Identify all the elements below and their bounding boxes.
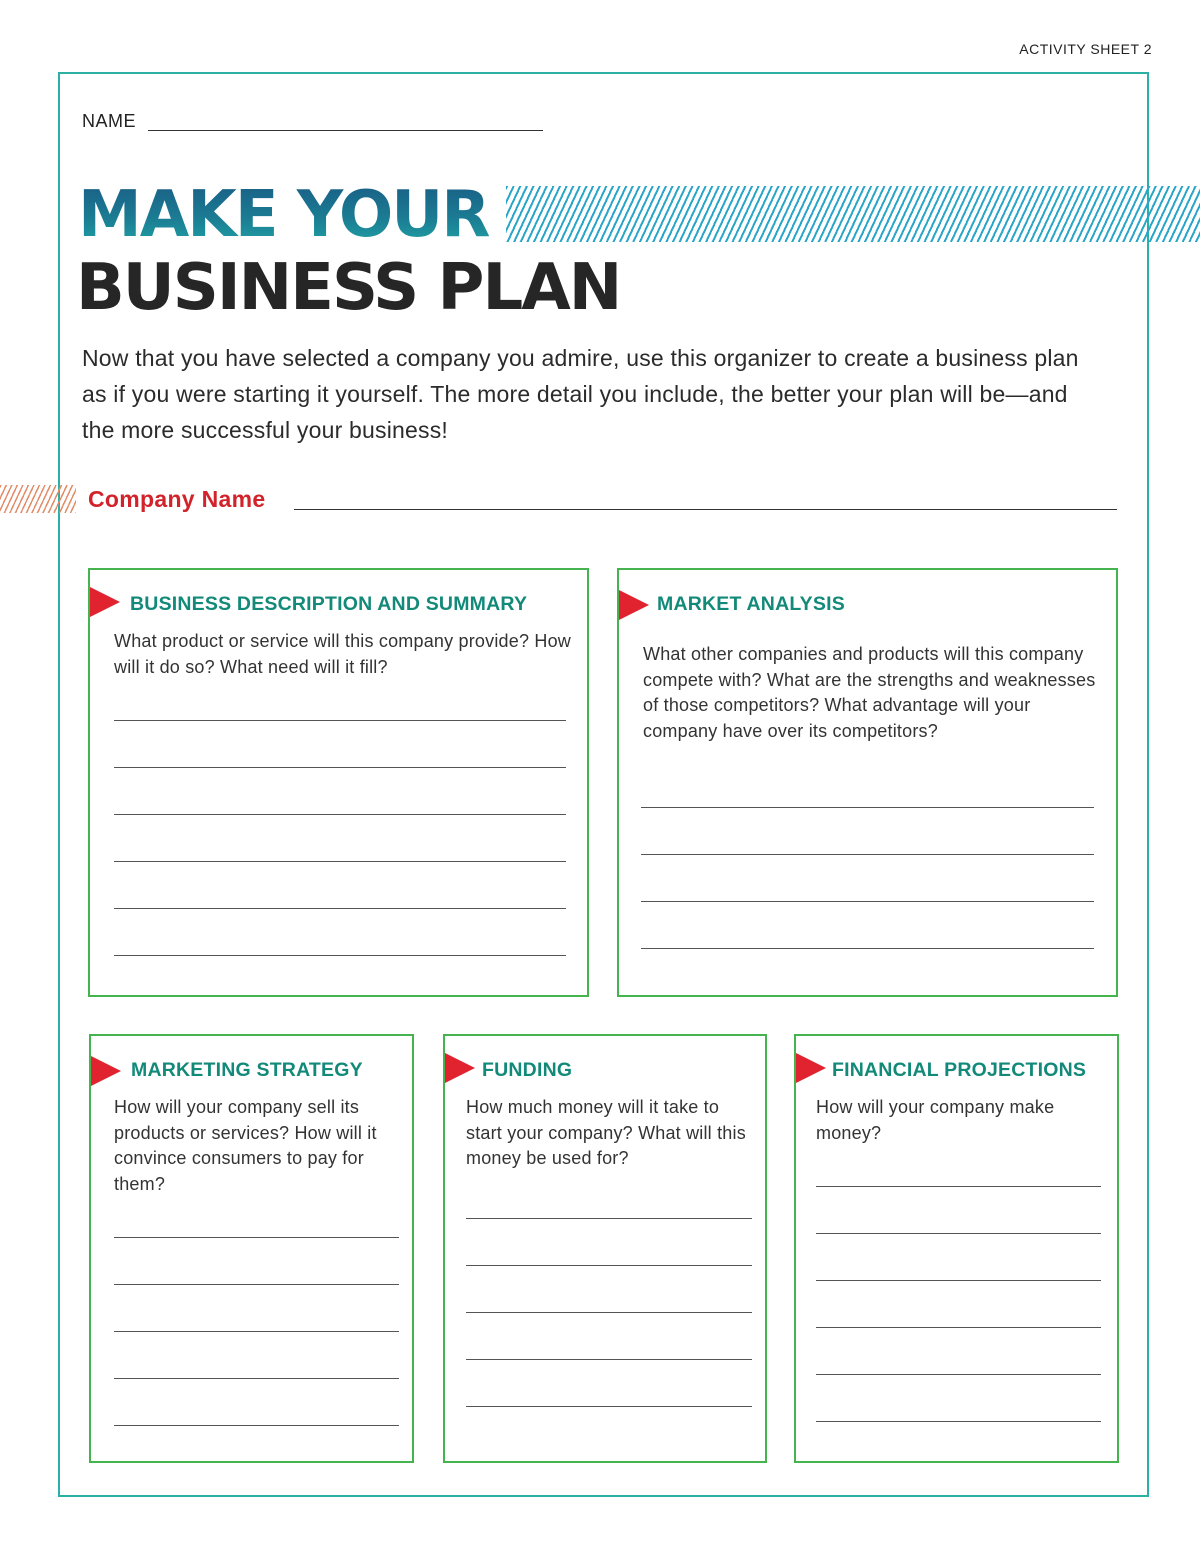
answer-line[interactable] — [114, 908, 566, 909]
answer-line[interactable] — [114, 1284, 399, 1285]
answer-line[interactable] — [641, 854, 1094, 855]
section-marketing-strategy — [89, 1034, 414, 1463]
company-name-label: Company Name — [88, 486, 266, 512]
section-funding — [443, 1034, 767, 1463]
answer-line[interactable] — [816, 1280, 1101, 1281]
answer-line[interactable] — [114, 861, 566, 862]
answer-line[interactable] — [114, 720, 566, 721]
answer-line[interactable] — [114, 767, 566, 768]
flag-icon — [91, 1056, 121, 1086]
answer-line[interactable] — [816, 1233, 1101, 1234]
flag-icon — [619, 590, 649, 620]
answer-line[interactable] — [816, 1327, 1101, 1328]
section-prompt: How will your company sell its products or services? How will it convince consumers to pay for them? — [114, 1097, 377, 1194]
answer-line[interactable] — [114, 1425, 399, 1426]
section-prompt: What other companies and products will this company compete with? What are the strengths and weaknesses of those competitors? What advantage will your company have over its competitors? — [643, 644, 1096, 741]
name-input-line[interactable] — [148, 130, 543, 131]
flag-icon — [90, 587, 120, 617]
flag-icon — [445, 1053, 475, 1083]
section-prompt: What product or service will this company provide? How will it do so? What need will it fill? — [114, 631, 571, 677]
answer-line[interactable] — [641, 948, 1094, 949]
answer-line[interactable] — [816, 1186, 1101, 1187]
answer-line[interactable] — [466, 1359, 752, 1360]
answer-line[interactable] — [816, 1374, 1101, 1375]
section-heading: FUNDING — [482, 1059, 573, 1081]
title-line-1: MAKE YOUR — [78, 178, 489, 252]
answer-line[interactable] — [114, 1237, 399, 1238]
name-label: NAME — [82, 111, 137, 131]
section-business-description — [88, 568, 589, 997]
answer-line[interactable] — [466, 1265, 752, 1266]
section-prompt: How much money will it take to start your company? What will this money be used for? — [466, 1097, 746, 1168]
company-hatch-decoration — [0, 485, 76, 513]
section-prompt: How will your company make money? — [816, 1097, 1055, 1143]
answer-line[interactable] — [114, 1378, 399, 1379]
answer-line[interactable] — [466, 1406, 752, 1407]
answer-line[interactable] — [641, 807, 1094, 808]
section-heading: BUSINESS DESCRIPTION AND SUMMARY — [130, 593, 528, 615]
section-market-analysis — [617, 568, 1118, 997]
intro-paragraph: Now that you have selected a company you admire, use this organizer to create a business plan as if you were starting it yourself. The more detail you include, the better your plan will be—and the more successful your business! — [82, 345, 1079, 443]
answer-line[interactable] — [466, 1312, 752, 1313]
answer-line[interactable] — [816, 1421, 1101, 1422]
section-financial-projections — [794, 1034, 1119, 1463]
answer-line[interactable] — [114, 955, 566, 956]
section-heading: MARKET ANALYSIS — [657, 593, 845, 615]
section-heading: MARKETING STRATEGY — [131, 1059, 363, 1081]
activity-sheet-label: ACTIVITY SHEET 2 — [1019, 41, 1152, 57]
flag-icon — [796, 1053, 826, 1083]
title-line-2: BUSINESS PLAN — [76, 251, 621, 325]
section-heading: FINANCIAL PROJECTIONS — [832, 1059, 1087, 1081]
title-hatch-decoration — [506, 186, 1200, 242]
answer-line[interactable] — [641, 901, 1094, 902]
answer-line[interactable] — [466, 1218, 752, 1219]
company-name-input-line[interactable] — [294, 509, 1117, 510]
answer-line[interactable] — [114, 1331, 399, 1332]
answer-line[interactable] — [114, 814, 566, 815]
